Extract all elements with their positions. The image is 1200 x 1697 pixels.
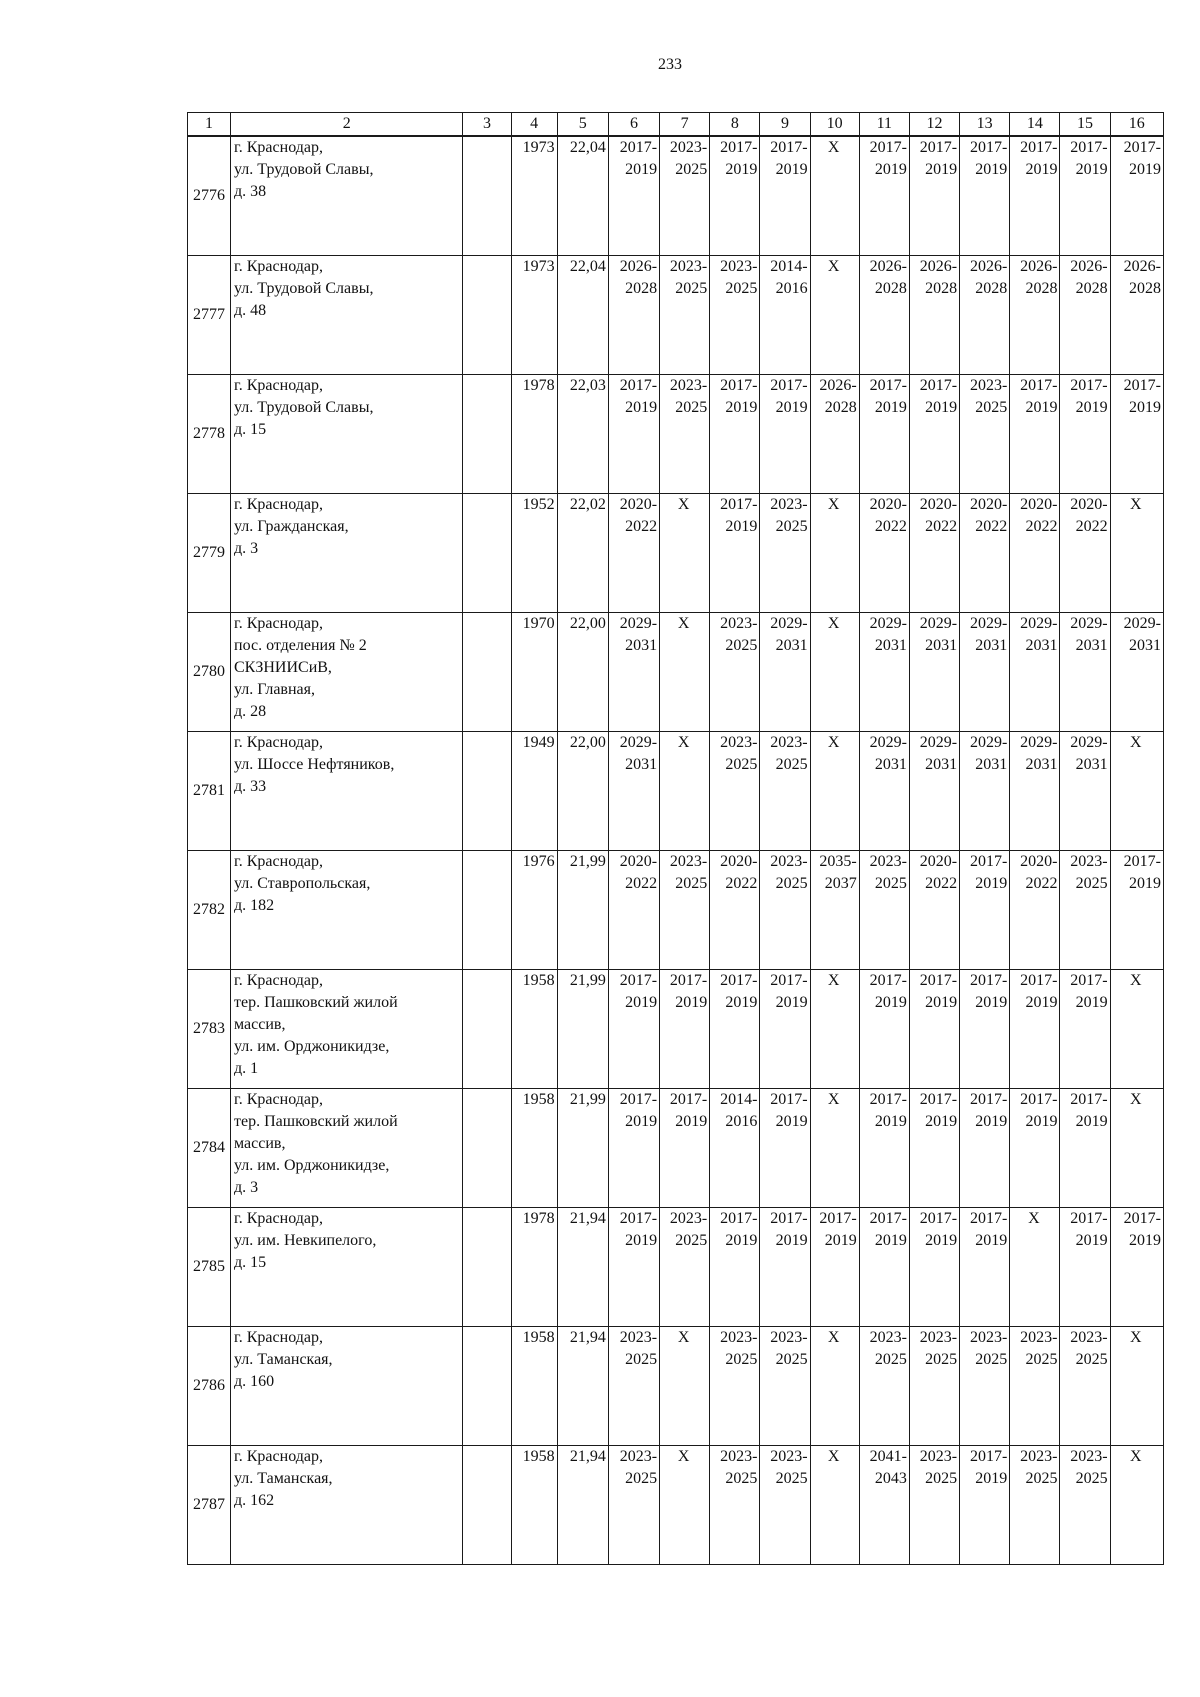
period-cell: 2017- 2019	[710, 1208, 760, 1327]
period-cell: 2041- 2043	[859, 1446, 909, 1565]
period-cell: 2017- 2019	[909, 136, 959, 256]
column-number: 5	[557, 113, 608, 137]
year-cell: 1970	[511, 613, 557, 732]
table-body	[188, 113, 1164, 1565]
period-cell: X	[810, 970, 859, 1089]
column-3-cell	[463, 136, 511, 256]
period-cell: 2023- 2025	[660, 256, 710, 375]
period-cell: 2026- 2028	[608, 256, 659, 375]
year-cell: 1949	[511, 732, 557, 851]
period-cell: 2017- 2019	[1010, 1089, 1060, 1208]
column-number: 4	[511, 113, 557, 137]
period-cell: 2029- 2031	[909, 732, 959, 851]
row-number: 2782	[188, 851, 231, 970]
row-number: 2783	[188, 970, 231, 1089]
period-cell: 2029- 2031	[909, 613, 959, 732]
period-cell: 2023- 2025	[660, 1208, 710, 1327]
table-row	[188, 970, 1164, 1089]
column-number: 6	[608, 113, 659, 137]
period-cell: X	[1110, 732, 1163, 851]
period-cell: 2023- 2025	[1060, 1327, 1110, 1446]
period-cell: 2023- 2025	[760, 732, 810, 851]
period-cell: X	[1110, 494, 1163, 613]
period-cell: 2017- 2019	[1110, 851, 1163, 970]
column-number: 16	[1110, 113, 1163, 137]
address-cell: г. Краснодар, ул. Таманская, д. 160	[231, 1327, 463, 1446]
period-cell: 2026- 2028	[810, 375, 859, 494]
period-cell: 2017- 2019	[960, 851, 1010, 970]
period-cell: 2035- 2037	[810, 851, 859, 970]
period-cell: 2020- 2022	[1010, 851, 1060, 970]
area-cell: 21,99	[557, 851, 608, 970]
row-number: 2784	[188, 1089, 231, 1208]
year-cell: 1978	[511, 1208, 557, 1327]
period-cell: 2017- 2019	[1060, 1089, 1110, 1208]
column-number: 13	[960, 113, 1010, 137]
period-cell: 2029- 2031	[1010, 732, 1060, 851]
period-cell: X	[1010, 1208, 1060, 1327]
column-3-cell	[463, 1446, 511, 1565]
period-cell: 2023- 2025	[660, 136, 710, 256]
housing-table	[187, 112, 1164, 1565]
area-cell: 22,00	[557, 732, 608, 851]
column-number: 9	[760, 113, 810, 137]
period-cell: 2017- 2019	[960, 1446, 1010, 1565]
year-cell: 1976	[511, 851, 557, 970]
period-cell: 2017- 2019	[859, 970, 909, 1089]
column-number: 11	[859, 113, 909, 137]
page-number: 233	[658, 56, 682, 73]
period-cell: 2017- 2019	[1010, 136, 1060, 256]
period-cell: 2020- 2022	[909, 494, 959, 613]
address-cell: г. Краснодар, ул. Ставропольская, д. 182	[231, 851, 463, 970]
period-cell: 2017- 2019	[660, 1089, 710, 1208]
period-cell: 2017- 2019	[960, 1089, 1010, 1208]
area-cell: 22,04	[557, 136, 608, 256]
address-cell: г. Краснодар, тер. Пашковский жилой массив, ул. им. Орджоникидзе, д. 1	[231, 970, 463, 1089]
period-cell: X	[810, 1327, 859, 1446]
year-cell: 1958	[511, 1089, 557, 1208]
area-cell: 21,99	[557, 1089, 608, 1208]
period-cell: 2023- 2025	[1010, 1327, 1060, 1446]
address-cell: г. Краснодар, тер. Пашковский жилой массив, ул. им. Орджоникидзе, д. 3	[231, 1089, 463, 1208]
period-cell: 2026- 2028	[1010, 256, 1060, 375]
period-cell: 2017- 2019	[810, 1208, 859, 1327]
table-row	[188, 613, 1164, 732]
row-number: 2779	[188, 494, 231, 613]
period-cell: 2023- 2025	[760, 494, 810, 613]
period-cell: 2023- 2025	[960, 1327, 1010, 1446]
address-cell: г. Краснодар, ул. Гражданская, д. 3	[231, 494, 463, 613]
address-cell: г. Краснодар, ул. Трудовой Славы, д. 15	[231, 375, 463, 494]
period-cell: 2017- 2019	[909, 1208, 959, 1327]
column-number: 7	[660, 113, 710, 137]
area-cell: 22,00	[557, 613, 608, 732]
column-number: 14	[1010, 113, 1060, 137]
period-cell: 2017- 2019	[760, 970, 810, 1089]
period-cell: 2023- 2025	[760, 1446, 810, 1565]
period-cell: 2017- 2019	[1060, 375, 1110, 494]
row-number: 2776	[188, 136, 231, 256]
period-cell: 2026- 2028	[960, 256, 1010, 375]
period-cell: 2029- 2031	[760, 613, 810, 732]
address-cell: г. Краснодар, ул. им. Невкипелого, д. 15	[231, 1208, 463, 1327]
period-cell: 2023- 2025	[1060, 851, 1110, 970]
period-cell: X	[810, 1446, 859, 1565]
row-number: 2777	[188, 256, 231, 375]
period-cell: 2020- 2022	[859, 494, 909, 613]
period-cell: X	[1110, 1446, 1163, 1565]
period-cell: 2020- 2022	[1060, 494, 1110, 613]
period-cell: X	[660, 1446, 710, 1565]
period-cell: X	[660, 494, 710, 613]
period-cell: 2029- 2031	[859, 732, 909, 851]
column-3-cell	[463, 1089, 511, 1208]
year-cell: 1973	[511, 256, 557, 375]
period-cell: 2020- 2022	[1010, 494, 1060, 613]
table-row	[188, 1327, 1164, 1446]
period-cell: 2017- 2019	[909, 1089, 959, 1208]
period-cell: 2029- 2031	[960, 613, 1010, 732]
area-cell: 21,94	[557, 1208, 608, 1327]
period-cell: 2023- 2025	[660, 375, 710, 494]
address-cell: г. Краснодар, ул. Шоссе Нефтяников, д. 33	[231, 732, 463, 851]
row-number: 2781	[188, 732, 231, 851]
period-cell: 2020- 2022	[608, 494, 659, 613]
column-number: 15	[1060, 113, 1110, 137]
column-3-cell	[463, 970, 511, 1089]
period-cell: 2023- 2025	[710, 1327, 760, 1446]
period-cell: 2026- 2028	[909, 256, 959, 375]
period-cell: X	[660, 732, 710, 851]
period-cell: 2020- 2022	[608, 851, 659, 970]
address-cell: г. Краснодар, пос. отделения № 2 СКЗНИИСиВ, ул. Главная, д. 28	[231, 613, 463, 732]
period-cell: X	[810, 136, 859, 256]
column-3-cell	[463, 494, 511, 613]
period-cell: X	[810, 1089, 859, 1208]
period-cell: 2026- 2028	[1110, 256, 1163, 375]
table-row	[188, 1208, 1164, 1327]
period-cell: 2017- 2019	[859, 1089, 909, 1208]
period-cell: 2023- 2025	[1060, 1446, 1110, 1565]
column-number-row	[188, 113, 1164, 137]
period-cell: 2017- 2019	[608, 1089, 659, 1208]
period-cell: 2023- 2025	[859, 851, 909, 970]
period-cell: 2017- 2019	[710, 970, 760, 1089]
period-cell: 2017- 2019	[660, 970, 710, 1089]
period-cell: 2023- 2025	[1010, 1446, 1060, 1565]
row-number: 2786	[188, 1327, 231, 1446]
year-cell: 1958	[511, 970, 557, 1089]
period-cell: 2014- 2016	[710, 1089, 760, 1208]
period-cell: 2029- 2031	[1010, 613, 1060, 732]
period-cell: 2017- 2019	[859, 1208, 909, 1327]
year-cell: 1958	[511, 1327, 557, 1446]
address-cell: г. Краснодар, ул. Трудовой Славы, д. 48	[231, 256, 463, 375]
column-number: 3	[463, 113, 511, 137]
period-cell: 2017- 2019	[760, 1208, 810, 1327]
row-number: 2787	[188, 1446, 231, 1565]
period-cell: 2023- 2025	[909, 1446, 959, 1565]
area-cell: 21,94	[557, 1446, 608, 1565]
period-cell: 2017- 2019	[608, 375, 659, 494]
period-cell: 2023- 2025	[608, 1446, 659, 1565]
period-cell: 2017- 2019	[1060, 970, 1110, 1089]
period-cell: 2029- 2031	[1060, 732, 1110, 851]
period-cell: 2023- 2025	[859, 1327, 909, 1446]
column-3-cell	[463, 613, 511, 732]
period-cell: 2026- 2028	[1060, 256, 1110, 375]
row-number: 2785	[188, 1208, 231, 1327]
column-number: 12	[909, 113, 959, 137]
column-number: 2	[231, 113, 463, 137]
column-3-cell	[463, 1327, 511, 1446]
row-number: 2780	[188, 613, 231, 732]
table-row	[188, 732, 1164, 851]
period-cell: 2023- 2025	[710, 256, 760, 375]
column-3-cell	[463, 732, 511, 851]
period-cell: 2026- 2028	[859, 256, 909, 375]
period-cell: 2017- 2019	[760, 375, 810, 494]
column-number: 8	[710, 113, 760, 137]
period-cell: 2023- 2025	[608, 1327, 659, 1446]
period-cell: 2017- 2019	[1060, 1208, 1110, 1327]
period-cell: X	[810, 732, 859, 851]
year-cell: 1973	[511, 136, 557, 256]
period-cell: 2017- 2019	[608, 1208, 659, 1327]
period-cell: 2023- 2025	[710, 613, 760, 732]
table-row	[188, 1446, 1164, 1565]
period-cell: 2017- 2019	[960, 136, 1010, 256]
period-cell: 2017- 2019	[1060, 136, 1110, 256]
period-cell: 2017- 2019	[608, 136, 659, 256]
period-cell: 2023- 2025	[660, 851, 710, 970]
period-cell: 2017- 2019	[960, 970, 1010, 1089]
period-cell: 2023- 2025	[760, 1327, 810, 1446]
period-cell: 2023- 2025	[960, 375, 1010, 494]
period-cell: 2017- 2019	[960, 1208, 1010, 1327]
column-3-cell	[463, 1208, 511, 1327]
period-cell: 2029- 2031	[960, 732, 1010, 851]
period-cell: 2017- 2019	[859, 136, 909, 256]
period-cell: 2023- 2025	[710, 1446, 760, 1565]
table-row	[188, 256, 1164, 375]
period-cell: X	[660, 1327, 710, 1446]
table-row	[188, 375, 1164, 494]
column-3-cell	[463, 851, 511, 970]
row-number: 2778	[188, 375, 231, 494]
column-number: 1	[188, 113, 231, 137]
period-cell: 2017- 2019	[1110, 1208, 1163, 1327]
area-cell: 21,94	[557, 1327, 608, 1446]
period-cell: X	[1110, 1089, 1163, 1208]
period-cell: 2017- 2019	[710, 494, 760, 613]
period-cell: 2017- 2019	[1110, 375, 1163, 494]
period-cell: 2014- 2016	[760, 256, 810, 375]
period-cell: X	[810, 256, 859, 375]
period-cell: X	[810, 494, 859, 613]
column-number: 10	[810, 113, 859, 137]
table-row	[188, 851, 1164, 970]
period-cell: 2017- 2019	[760, 1089, 810, 1208]
address-cell: г. Краснодар, ул. Трудовой Славы, д. 38	[231, 136, 463, 256]
period-cell: 2029- 2031	[608, 732, 659, 851]
period-cell: 2017- 2019	[859, 375, 909, 494]
year-cell: 1952	[511, 494, 557, 613]
table-row	[188, 1089, 1164, 1208]
area-cell: 22,02	[557, 494, 608, 613]
area-cell: 22,04	[557, 256, 608, 375]
column-3-cell	[463, 256, 511, 375]
period-cell: 2020- 2022	[960, 494, 1010, 613]
period-cell: 2023- 2025	[760, 851, 810, 970]
period-cell: 2017- 2019	[710, 136, 760, 256]
period-cell: 2023- 2025	[710, 732, 760, 851]
area-cell: 22,03	[557, 375, 608, 494]
period-cell: 2017- 2019	[1010, 970, 1060, 1089]
period-cell: 2017- 2019	[1110, 136, 1163, 256]
address-cell: г. Краснодар, ул. Таманская, д. 162	[231, 1446, 463, 1565]
column-3-cell	[463, 375, 511, 494]
period-cell: 2029- 2031	[1110, 613, 1163, 732]
period-cell: 2017- 2019	[760, 136, 810, 256]
period-cell: 2017- 2019	[1010, 375, 1060, 494]
period-cell: X	[660, 613, 710, 732]
period-cell: X	[1110, 1327, 1163, 1446]
year-cell: 1958	[511, 1446, 557, 1565]
year-cell: 1978	[511, 375, 557, 494]
period-cell: 2017- 2019	[710, 375, 760, 494]
period-cell: 2023- 2025	[909, 1327, 959, 1446]
period-cell: 2029- 2031	[608, 613, 659, 732]
area-cell: 21,99	[557, 970, 608, 1089]
table-row	[188, 136, 1164, 256]
period-cell: X	[810, 613, 859, 732]
period-cell: 2017- 2019	[909, 970, 959, 1089]
period-cell: 2017- 2019	[608, 970, 659, 1089]
table-row	[188, 494, 1164, 613]
period-cell: 2020- 2022	[710, 851, 760, 970]
period-cell: 2029- 2031	[1060, 613, 1110, 732]
period-cell: 2017- 2019	[909, 375, 959, 494]
period-cell: X	[1110, 970, 1163, 1089]
period-cell: 2029- 2031	[859, 613, 909, 732]
period-cell: 2020- 2022	[909, 851, 959, 970]
